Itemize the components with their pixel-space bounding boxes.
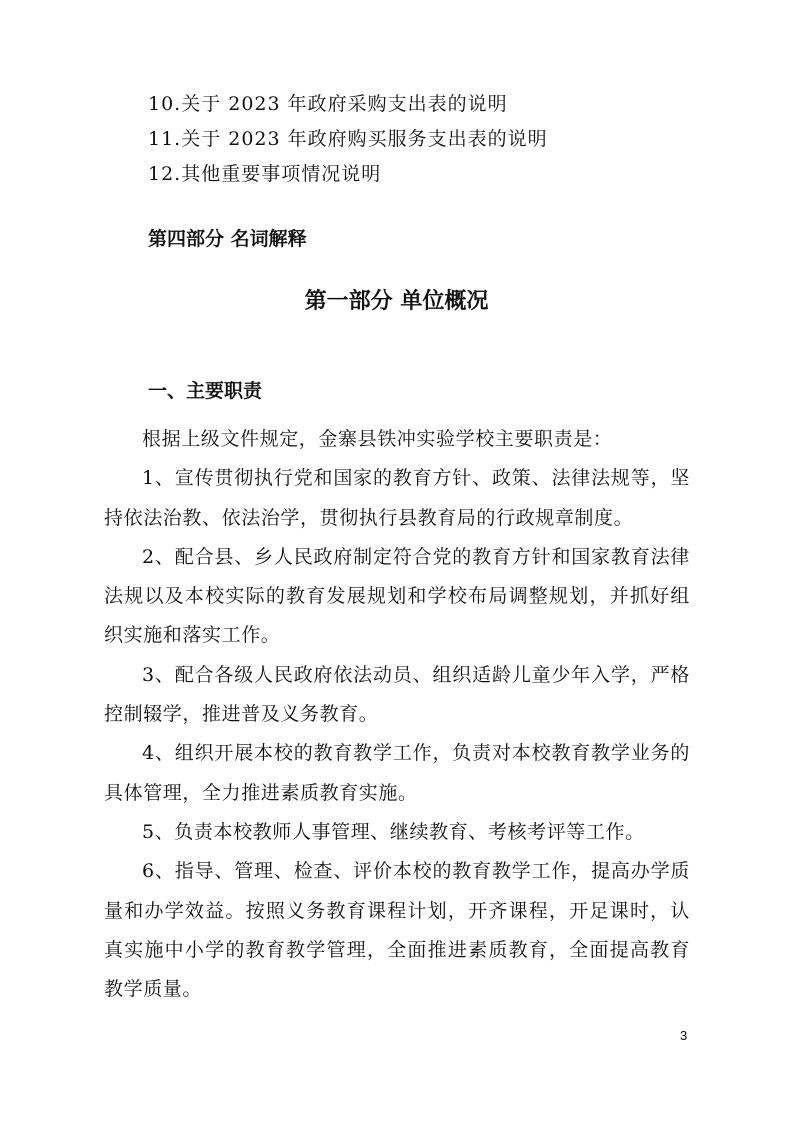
- toc-item-10: 10.关于 2023 年政府采购支出表的说明: [148, 93, 508, 115]
- paragraph-duty-2: 2、配合县、乡人民政府制定符合党的教育方针和国家教育法律法规以及本校实际的教育发展规划和学校布局调整规划，并抓好组织实施和落实工作。: [104, 545, 690, 647]
- toc-item-11: 11.关于 2023 年政府购买服务支出表的说明: [148, 128, 548, 150]
- paragraph-duty-1: 1、宣传贯彻执行党和国家的教育方针、政策、法律法规等，坚持依法治教、依法治学，贯彻执行县教育局的行政规章制度。: [104, 467, 690, 529]
- section-title: 一、主要职责: [148, 380, 263, 402]
- paragraph-duty-5: 5、负责本校教师人事管理、继续教育、考核考评等工作。: [142, 820, 645, 843]
- paragraph-duty-6: 6、指导、管理、检查、评价本校的教育教学工作，提高办学质量和办学效益。按照义务教育课程计划，开齐课程，开足课时，认真实施中小学的教育教学管理，全面推进素质教育，全面提高教育教学质量。: [104, 860, 690, 1001]
- paragraph-duty-4: 4、组织开展本校的教育教学工作，负责对本校教育教学业务的具体管理，全力推进素质教育实施。: [104, 742, 690, 804]
- part-title: 第一部分 单位概况: [304, 289, 489, 314]
- paragraph-duty-3: 3、配合各级人民政府依法动员、组织适龄儿童少年入学，严格控制辍学，推进普及义务教育。: [104, 663, 690, 726]
- toc-item-12: 12.其他重要事项情况说明: [148, 163, 382, 185]
- paragraph-intro: 根据上级文件规定，金寨县铁冲实验学校主要职责是：: [142, 428, 613, 450]
- toc-part4-heading: 第四部分 名词解释: [148, 228, 307, 250]
- body-text: [104, 420, 690, 1009]
- page-number: 3: [680, 1028, 688, 1043]
